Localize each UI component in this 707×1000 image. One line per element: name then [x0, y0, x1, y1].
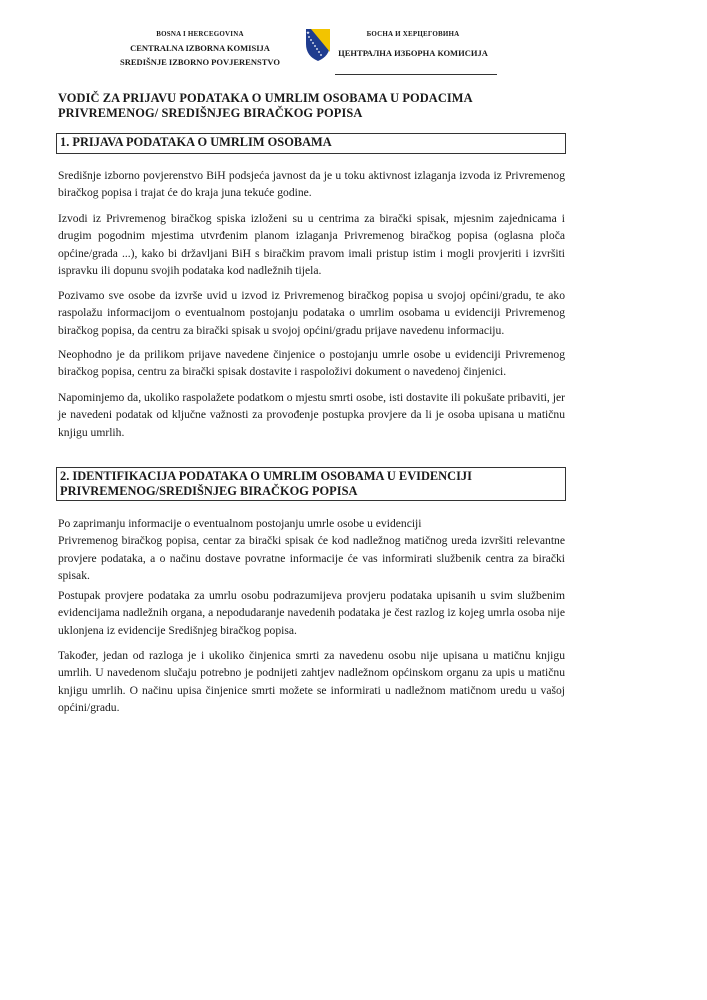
- section-2-heading-line1: 2. IDENTIFIKACIJA PODATAKA O UMRLIM OSOBAMA U EVIDENCIJI: [60, 469, 472, 483]
- section-1-paragraph-1: Središnje izborno povjerenstvo BiH podsjeća javnost da je u toku aktivnost izlaganja izvoda iz Privremenog biračkog popisa i trajat će do kraja juna tekuće godine.: [58, 169, 565, 200]
- country-name-latin: BOSNA I HERCEGOVINA: [156, 30, 244, 38]
- section-2-paragraph-2: Postupak provjere podataka za umrlu osobu podrazumijeva provjeru podataka upisanih u svim službenim evidencijama nadležnih organa, a nepodudaranje navedenih podataka je čest razlog iz kojeg umrla osoba nije uklonjena iz evidencije Središnjeg biračkog popisa.: [58, 589, 565, 637]
- letterhead: [0, 0, 707, 80]
- section-2-paragraph-1: [58, 515, 565, 584]
- section-2-heading: [56, 467, 566, 501]
- section-1-paragraph-5: Napominjemo da, ukoliko raspolažete podatkom o mjestu smrti osobe, isti dostavite ili pokušate pribaviti, jer je navedeni podatak od ključne važnosti za provođenje postupka provjere da li je osoba upisana u matičnu knjigu umrlih.: [58, 391, 565, 439]
- section-1-paragraph-3: Pozivamo sve osobe da izvrše uvid u izvod iz Privremenog biračkog popisa u svojoj općini/gradu, te ako raspolažu informacijom o eventualnom postojanju podataka o umrlim osobama u evidenciji Privremenog biračkog popisa, da centru za birački spisak u svojoj općini/gradu prijave navedenu informaciju.: [58, 289, 565, 337]
- section-2-paragraph-1-rest: Privremenog biračkog popisa, centar za birački spisak će kod nadležnog matičnog ureda izvršiti relevantne provjere podataka, a o načinu dostave povratne informacije će vas informirati službenik centra za birački spisak.: [58, 534, 565, 582]
- commission-name-latin: CENTRALNA IZBORNA KOMISIJA: [130, 43, 270, 53]
- document-title: [58, 91, 578, 121]
- letterhead-cyrillic: [328, 30, 498, 58]
- document-title-line2: PRIVREMENOG/ SREDIŠNJEG BIRAČKOG POPISA: [58, 106, 363, 120]
- document-title-line1: VODIČ ZA PRIJAVU PODATAKA O UMRLIM OSOBAMA U PODACIMA: [58, 91, 473, 105]
- section-1-paragraph-2: Izvodi iz Privremenog biračkog spiska izloženi su u centrima za birački spisak, mjesnim zajednicama i drugim pogodnim mjestima utvrđenim planom izlaganja Privremenog biračkog popisa (oglasna ploča općine/grada ...), kako bi državljani BiH s biračkim pravom imali pristup istim i mogli provjeriti i izvršiti ispravku ili dopunu svojih podataka kod nadležnih tijela.: [58, 212, 565, 277]
- commission-name-alt: SREDIŠNJE IZBORNO POVJERENSTVO: [120, 57, 280, 67]
- section-2-paragraph-3: Također, jedan od razloga je i ukoliko činjenica smrti za navedenu osobu nije upisana u matičnu knjigu umrlih. U navedenom slučaju potrebno je podnijeti zahtjev nadležnom općinskom organu za upis u matičnu knjigu umrlih. O načinu upisa činjenice smrti možete se informirati u nadležnom matičnom uredu u vašoj općini/gradu.: [58, 649, 565, 714]
- commission-name-cyrillic: ЦЕНТРАЛНА ИЗБОРНА КОМИСИЈА: [338, 48, 488, 58]
- section-1-heading-text: 1. PRIJAVA PODATAKA O UMRLIM OSOBAMA: [60, 135, 332, 149]
- section-2-paragraph-1-line1: Po zaprimanju informacije o eventualnom postojanju umrle osobe u evidenciji: [58, 517, 422, 530]
- section-1-heading: [56, 133, 566, 154]
- letterhead-rule: [335, 74, 497, 75]
- section-2-heading-line2: PRIVREMENOG/SREDIŠNJEG BIRAČKOG POPISA: [60, 484, 358, 498]
- letterhead-latin: [100, 30, 300, 67]
- section-1-paragraph-4: Neophodno je da prilikom prijave navedene činjenice o postojanju umrle osobe u evidenciji Privremenog biračkog popisa, centru za birački spisak dostavite i raspoloživi dokument o navedenoj činjenici.: [58, 348, 565, 379]
- country-name-cyrillic: БОСНА И ХЕРЦЕГОВИНА: [366, 30, 460, 38]
